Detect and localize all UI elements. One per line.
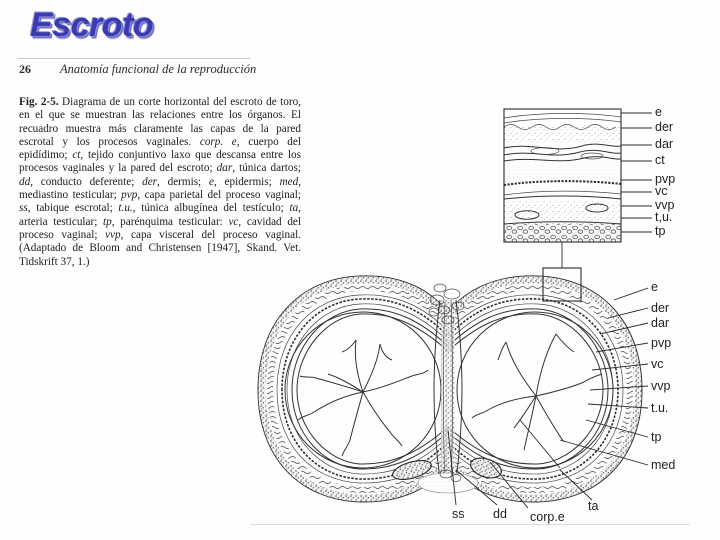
inset-label-vc: vc [655,184,668,198]
caption-term-ss: ss [19,202,28,215]
main-label-med: med [651,458,676,472]
right-testis-parenchyma [457,312,613,468]
caption-term-dd: dd [19,175,31,188]
caption-def-12: , parénquima testicular: [111,215,229,228]
right-epididymis-body [468,454,504,481]
inset-label-tu: t,u. [655,210,673,224]
inset-wall-detail [504,109,621,242]
page-title-banner [30,6,210,48]
scrotal-wall-layers [262,280,638,498]
main-label-e: e [651,280,658,294]
bottom-divider [250,524,690,525]
left-testis-parenchyma [285,312,441,468]
inset-label-pvp: pvp [655,172,676,186]
caption-term-corp-e: corp. e [199,135,237,148]
main-right-labels [651,280,675,472]
running-head: Anatomía funcional de la reproducción [60,62,257,76]
main-label-pvp: pvp [651,336,672,350]
caption-def-3: , túnica dartos; [232,162,301,175]
callout-region-box [543,268,581,301]
caption-body-1: Diagrama de un corte horizontal del escroto de toro, en el que se muestran las relaciones entre los órganos. El recuadro muestra más claramente las capas de la pared escrotal y los procesos vaginales. [19,96,301,148]
main-label-ta: ta [588,499,599,513]
inset-label-e: e [655,105,662,119]
inset-leader-lines [621,113,652,232]
caption-def-10: , túnica albugínea del testículo; [132,202,290,215]
caption-def-9: , tabique escrotal; [27,202,119,215]
inset-labels [655,105,675,238]
inset-label-der: der [655,120,674,134]
right-mediastinum [472,334,602,450]
scrotum-cross-section [258,268,642,502]
caption-def-14: , capa visceral del proceso vaginal. (Adaptado de Bloom and Christensen [1947], Skand. Vet. Tidskrift 37, 1.) [19,228,301,268]
caption-def-1: , cuerpo del epidídimo; [19,135,301,162]
inset-label-ct: ct [655,153,665,167]
caption-term-vc: vc [228,215,239,228]
main-label-tu: t.u. [651,401,669,415]
caption-def-4: , conducto deferente; [30,175,143,188]
main-label-der: der [651,301,670,315]
page-title: Escroto [30,6,154,44]
figure-caption [19,96,301,269]
main-label-vvp: vvp [651,379,671,393]
header-divider [18,58,250,59]
caption-term-pvp: pvp [121,189,138,202]
main-label-dd: dd [493,507,507,521]
caption-term-ct: ct [72,149,81,162]
main-label-ss: ss [452,507,465,521]
inset-frame [504,109,621,242]
caption-def-13: , cavidad del proceso vaginal; [19,215,301,241]
upper-connective-tissue [429,284,464,324]
caption-def-8: , capa parietal del proceso vaginal; [137,189,301,202]
caption-figure-number: Fig. 2-5. [19,96,59,108]
caption-term-tu: t.u. [118,202,133,215]
inset-label-tp: tp [655,224,666,238]
caption-term-med: med [279,175,299,188]
main-right-leader-lines [560,288,648,465]
caption-term-dar: dar [216,162,233,175]
inset-label-vvp: vvp [655,198,675,212]
main-label-dar: dar [651,316,670,330]
left-mediastinum [298,340,428,456]
caption-term-ta: ta [289,202,299,215]
caption-term-vvp: vvp [105,228,121,241]
main-bottom-labels [452,499,598,524]
main-label-corp-e: corp.e [530,510,565,524]
main-label-tp: tp [651,430,662,444]
main-bottom-leader-lines [448,420,592,508]
caption-def-7: , mediastino testicular; [19,175,301,202]
page-number: 26 [19,62,31,76]
lower-connective-tissue [418,470,478,493]
scrotal-septum [434,300,462,480]
caption-def-5: , dermis; [157,175,209,188]
inset-label-dar: dar [655,137,674,151]
left-epididymis-body [391,457,434,483]
caption-term-tp: tp [103,215,112,228]
caption-def-6: , epidermis; [213,175,280,188]
main-label-vc: vc [651,357,664,371]
caption-def-2: , tejido conjuntivo laxo que descansa entre los procesos vaginales y la pared del escroto; [19,149,301,175]
caption-term-der: der [142,175,158,188]
caption-term-e: e [208,175,214,188]
caption-def-11: , arteria testicular; [19,202,301,228]
